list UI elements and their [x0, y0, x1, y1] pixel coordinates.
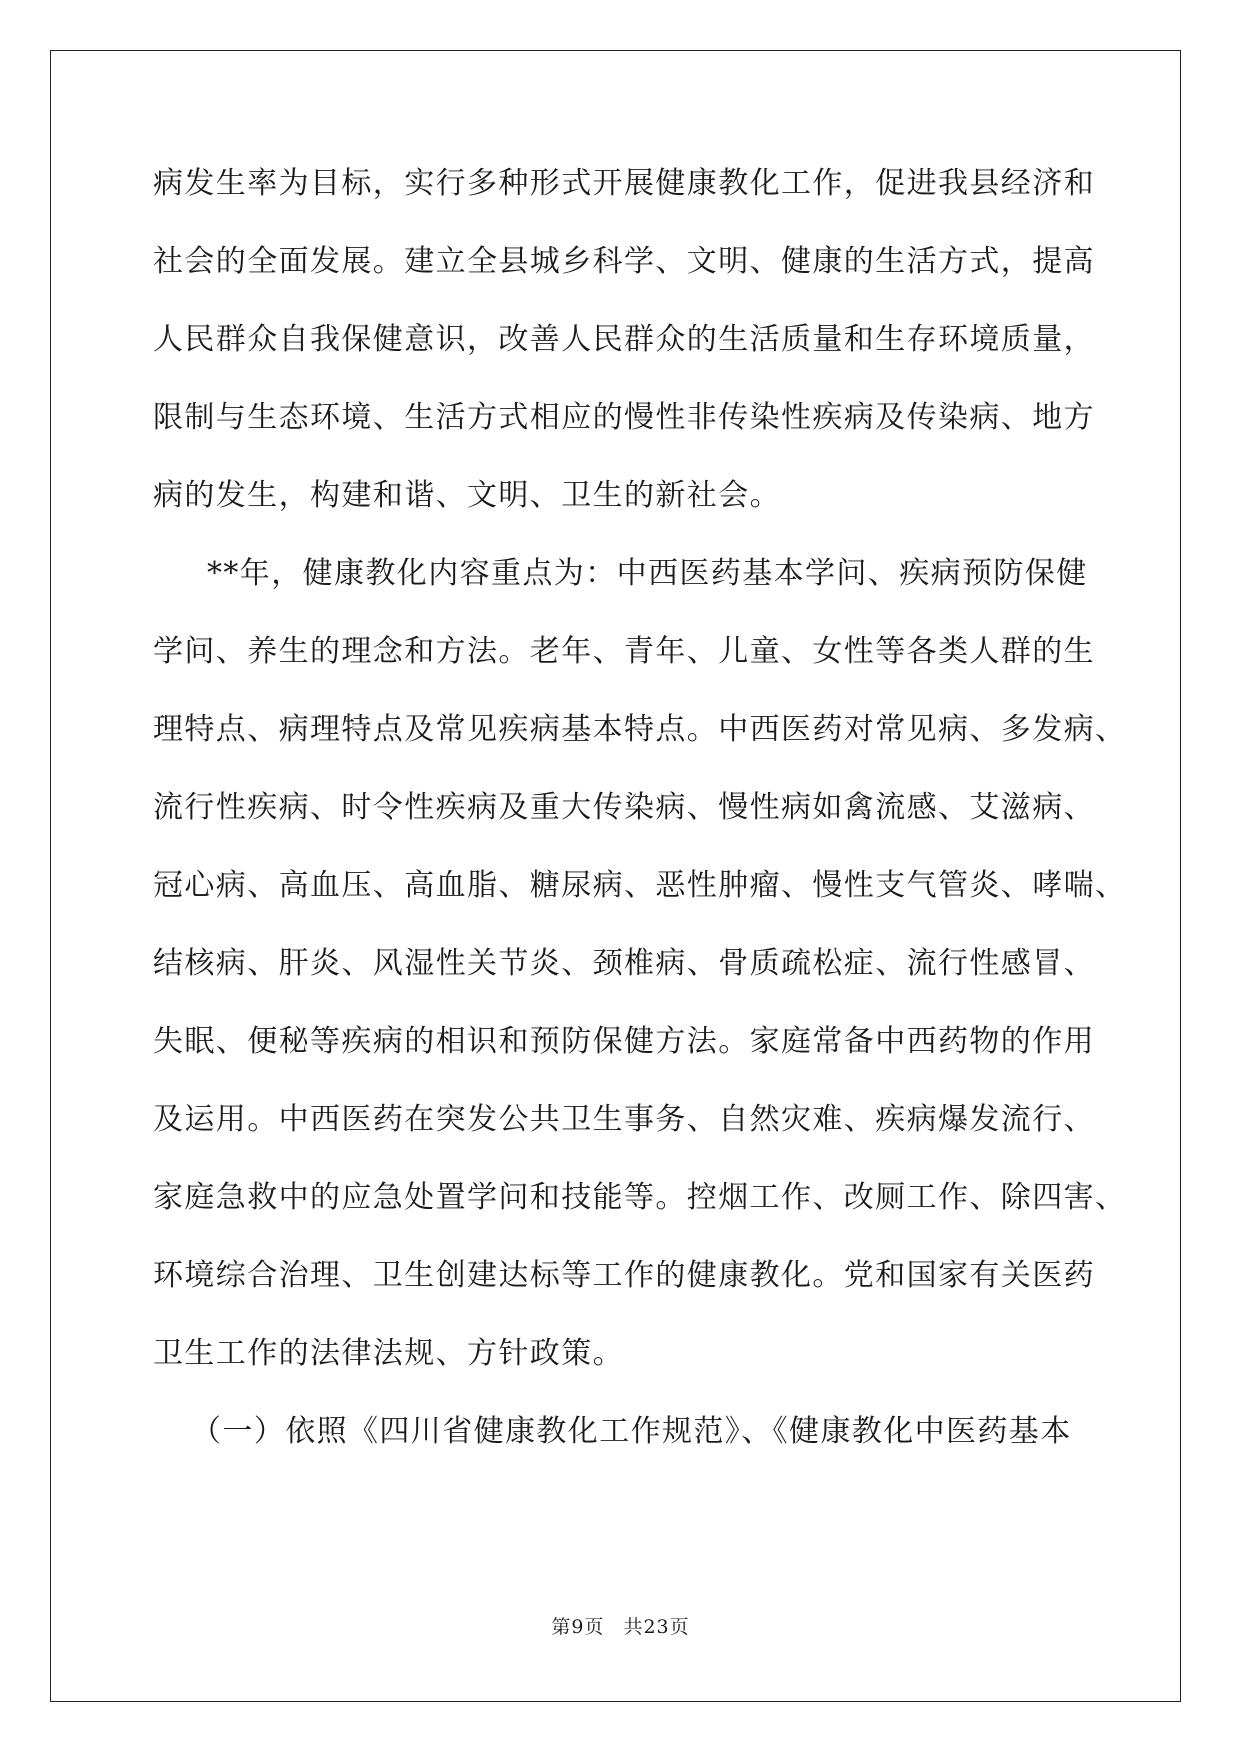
text-line: 环境综合治理、卫生创建达标等工作的健康教化。党和国家有关医药 — [153, 1258, 1095, 1293]
text-line: 人民群众自我保健意识，改善人民群众的生活质量和生存环境质量， — [153, 322, 1095, 357]
paragraph-start-line: **年，健康教化内容重点为：中西医药基本学问、疾病预防保健 — [207, 556, 1088, 591]
text-line: 卫生工作的法律法规、方针政策。 — [153, 1336, 624, 1371]
text-line: 失眠、便秘等疾病的相识和预防保健方法。家庭常备中西药物的作用 — [153, 1024, 1095, 1059]
text-line: 及运用。中西医药在突发公共卫生事务、自然灾难、疾病爆发流行、 — [153, 1102, 1095, 1137]
text-line: 社会的全面发展。建立全县城乡科学、文明、健康的生活方式，提高 — [153, 244, 1095, 279]
page-number: 第9页 — [551, 1616, 605, 1638]
paragraph-start-line: （一）依照《四川省健康教化工作规范》、《健康教化中医药基本 — [191, 1414, 1072, 1449]
text-line: 流行性疾病、时令性疾病及重大传染病、慢性病如禽流感、艾滋病、 — [153, 790, 1095, 825]
text-line: 冠心病、高血压、高血脂、糖尿病、恶性肿瘤、慢性支气管炎、哮喘、 — [153, 868, 1127, 903]
text-line: 限制与生态环境、生活方式相应的慢性非传染性疾病及传染病、地方 — [153, 400, 1095, 435]
text-line: 学问、养生的理念和方法。老年、青年、儿童、女性等各类人群的生 — [153, 634, 1095, 669]
page-total: 共23页 — [623, 1616, 690, 1638]
text-line: 家庭急救中的应急处置学问和技能等。控烟工作、改厕工作、除四害、 — [153, 1180, 1127, 1215]
text-line: 理特点、病理特点及常见疾病基本特点。中西医药对常见病、多发病、 — [153, 712, 1127, 747]
text-line: 病发生率为目标，实行多种形式开展健康教化工作，促进我县经济和 — [153, 166, 1095, 201]
page-footer — [0, 1612, 1241, 1639]
text-line: 病的发生，构建和谐、文明、卫生的新社会。 — [153, 478, 781, 513]
text-line: 结核病、肝炎、风湿性关节炎、颈椎病、骨质疏松症、流行性感冒、 — [153, 946, 1095, 981]
